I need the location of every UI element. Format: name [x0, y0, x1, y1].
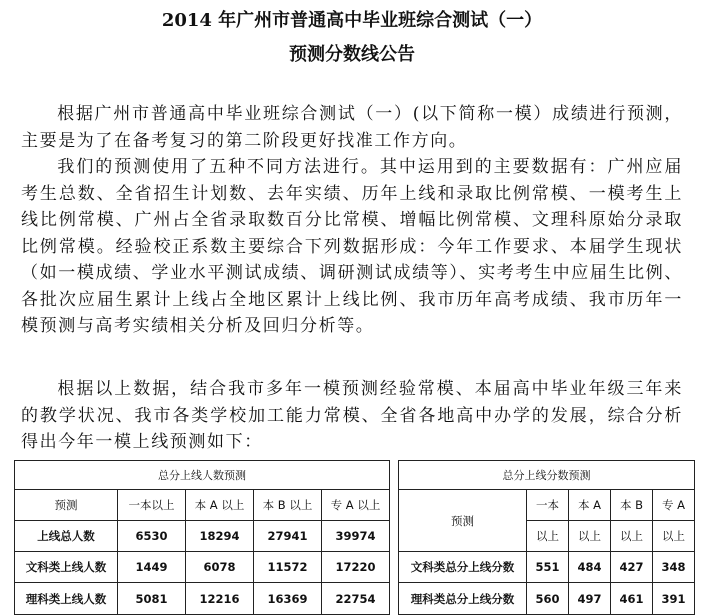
- table-cell: 1449: [118, 552, 186, 583]
- row-label: 文科类上线人数: [15, 552, 118, 583]
- table-row: [15, 552, 390, 583]
- table-row: [15, 521, 390, 552]
- paragraph-conclusion: [21, 376, 683, 456]
- table-cell: 27941: [254, 521, 322, 552]
- column-header: 一本: [527, 490, 569, 521]
- table-caption: 总分上线分数预测: [399, 461, 695, 490]
- column-header: 本 A: [569, 490, 611, 521]
- column-header: 本 A 以上: [186, 490, 254, 521]
- corner-header: 预测: [399, 490, 527, 552]
- table-cell: 6078: [186, 552, 254, 583]
- table-row: [399, 583, 695, 615]
- row-label: 文科类总分上线分数: [399, 552, 527, 583]
- table-row: [399, 552, 695, 583]
- column-header: 本 B: [611, 490, 653, 521]
- table-cell: 17220: [322, 552, 390, 583]
- table-cell: 551: [527, 552, 569, 583]
- table-cell: 461: [611, 583, 653, 615]
- table-cell: 348: [653, 552, 695, 583]
- column-header: 专 A 以上: [322, 490, 390, 521]
- table-cell: 16369: [254, 583, 322, 615]
- column-header: 以上: [611, 521, 653, 552]
- column-header: 专 A: [653, 490, 695, 521]
- row-label: 理科类总分上线分数: [399, 583, 527, 615]
- table-cell: 12216: [186, 583, 254, 615]
- document-title: 2014 年广州市普通高中毕业班综合测试（一）: [161, 10, 543, 31]
- paragraph-intro: [21, 101, 683, 154]
- column-header: 以上: [569, 521, 611, 552]
- table-cell: 11572: [254, 552, 322, 583]
- paragraph-intro-text: 根据广州市普通高中毕业班综合测试（一）(以下简称一模）成绩进行预测，主要是为了在备考复习的第二阶段更好找准工作方向。: [21, 104, 683, 151]
- paragraph-conclusion-text: 根据以上数据，结合我市多年一模预测经验常模、本届高中毕业年级三年来的教学状况、我市各类学校加工能力常模、全省各地高中办学的发展，综合分析得出今年一模上线预测如下：: [21, 379, 683, 452]
- column-header: 预测: [15, 490, 118, 521]
- table-cell: 6530: [118, 521, 186, 552]
- table-cell: 22754: [322, 583, 390, 615]
- table-cell: 5081: [118, 583, 186, 615]
- score-prediction-table: [398, 460, 695, 615]
- table-row: [15, 583, 390, 615]
- table-cell: 39974: [322, 521, 390, 552]
- document-subtitle: 预测分数线公告: [289, 44, 415, 65]
- column-header: 以上: [527, 521, 569, 552]
- paragraph-methods-text: 我们的预测使用了五种不同方法进行。其中运用到的主要数据有：广州应届考生总数、全省招生计划数、去年实绩、历年上线和录取比例常模、一模考生上线比例常模、广州占全省录取数百分比常模、增幅比例常模、文理科原始分录取比例常模。经验校正系数主要综合下列数据形成：今年工作要求、本届学生现状（如一模成绩、学业水平测试成绩、调研测试成绩等）、实考考生中应届生比例、各批次应届生累计上线占全地区累计上线比例、我市历年高考成绩、我市历年一模预测与高考实绩相关分析及回归分析等。: [21, 157, 683, 336]
- column-header: 以上: [653, 521, 695, 552]
- table-cell: 484: [569, 552, 611, 583]
- paragraph-methods: [21, 154, 683, 340]
- table-cell: 427: [611, 552, 653, 583]
- row-label: 上线总人数: [15, 521, 118, 552]
- column-header: 一本以上: [118, 490, 186, 521]
- table-cell: 560: [527, 583, 569, 615]
- table-cell: 18294: [186, 521, 254, 552]
- column-header: 本 B 以上: [254, 490, 322, 521]
- table-cell: 497: [569, 583, 611, 615]
- table-caption: 总分上线人数预测: [15, 461, 390, 490]
- headcount-prediction-table: [14, 460, 390, 615]
- row-label: 理科类上线人数: [15, 583, 118, 615]
- table-cell: 391: [653, 583, 695, 615]
